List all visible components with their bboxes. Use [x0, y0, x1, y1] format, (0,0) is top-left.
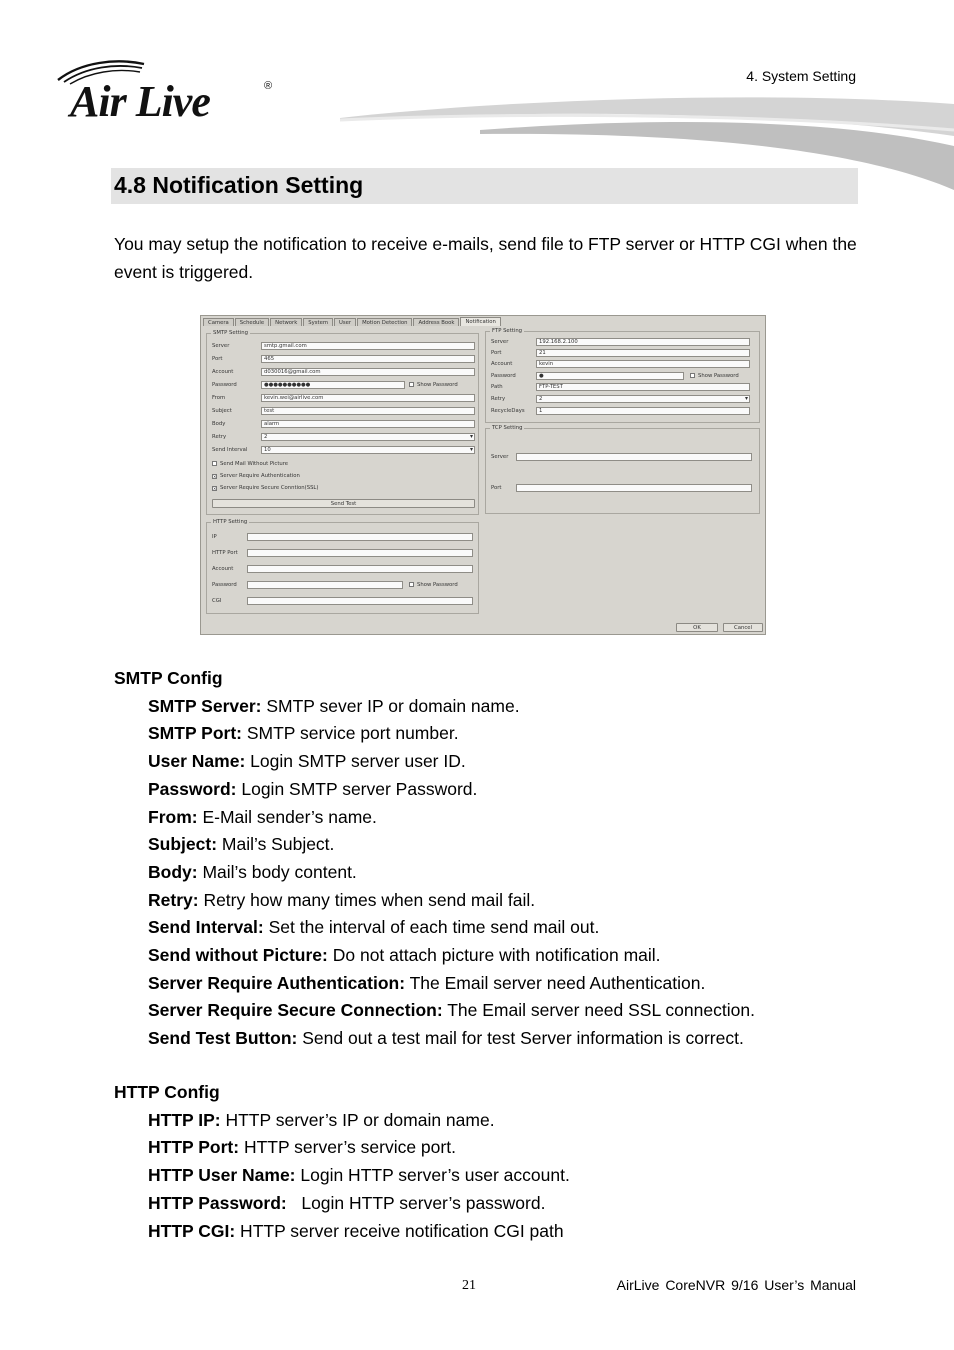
definition-item [114, 1162, 854, 1190]
ftp-retry-label: Retry [491, 396, 506, 402]
send-without-picture-checkbox[interactable] [212, 461, 288, 467]
definition-term: Password: [148, 778, 237, 799]
definition-item [114, 1218, 854, 1246]
smtp-retry-select[interactable]: 2 ▾ [261, 433, 475, 441]
smtp-from-label: From [212, 395, 226, 401]
http-ip-label: IP [212, 534, 217, 540]
definition-item [114, 693, 854, 721]
definition-desc: The Email server need SSL connection. [442, 1000, 755, 1021]
definition-term: Body: [148, 861, 198, 882]
tab-schedule[interactable]: Schedule [235, 318, 269, 326]
http-account-input[interactable] [247, 565, 473, 573]
ftp-password-label: Password [491, 373, 516, 379]
http-password-label: Password [212, 582, 237, 588]
smtp-account-input[interactable]: d030016@gmail.com [261, 368, 475, 376]
definition-item [114, 942, 854, 970]
airlive-logo [56, 58, 286, 128]
definition-term: Server Require Authentication: [148, 972, 406, 993]
smtp-server-label: Server [212, 343, 230, 349]
intro-paragraph: You may setup the notification to receive e-mails, send file to FTP server or HTTP CGI when the event is triggered. [114, 234, 857, 282]
http-show-password-checkbox[interactable] [409, 582, 458, 588]
definition-item [114, 748, 854, 776]
definition-item [114, 1025, 854, 1053]
smtp-interval-select[interactable]: 10 ▾ [261, 446, 475, 454]
definition-item [114, 720, 854, 748]
tcp-server-input[interactable] [516, 453, 752, 461]
definition-item [114, 1134, 854, 1162]
checkbox-checked-icon: ✕ [213, 474, 217, 479]
section-title-bar [111, 168, 858, 204]
ftp-port-label: Port [491, 350, 502, 356]
definition-item [114, 887, 854, 915]
definition-desc: E-Mail sender’s name. [197, 806, 377, 827]
checkbox-icon [409, 582, 414, 587]
smtp-password-input[interactable]: ●●●●●●●●●● [261, 381, 405, 389]
definition-term: Send Interval: [148, 917, 264, 938]
chapter-label: 4. System Setting [746, 68, 856, 84]
tab-system[interactable]: System [303, 318, 333, 326]
smtp-body-input[interactable]: alarm [261, 420, 475, 428]
definition-term: HTTP CGI: [148, 1220, 236, 1241]
http-port-input[interactable] [247, 549, 473, 557]
definition-term: HTTP Port: [148, 1137, 240, 1158]
ftp-account-input[interactable]: kevin [536, 360, 750, 368]
definition-term: Server Require Secure Connection: [148, 1000, 443, 1021]
smtp-account-label: Account [212, 369, 234, 375]
definition-term: SMTP Port: [148, 723, 242, 744]
require-ssl-label: Server Require Secure Conntion(SSL) [220, 485, 319, 491]
definition-item [114, 997, 854, 1025]
definition-term: HTTP IP: [148, 1109, 221, 1130]
checkbox-icon [409, 382, 414, 387]
ftp-group-title: FTP Setting [492, 328, 523, 334]
http-config-heading: HTTP Config [114, 1082, 220, 1102]
smtp-interval-label: Send Interval [212, 447, 248, 453]
ftp-port-input[interactable]: 21 [536, 349, 750, 357]
cancel-button[interactable]: Cancel [723, 623, 763, 632]
definition-item [114, 831, 854, 859]
definition-term: Send without Picture: [148, 945, 328, 966]
section-title: 4.8 Notification Setting [114, 172, 364, 198]
smtp-setting-group [206, 330, 479, 515]
notification-dialog-screenshot [200, 315, 766, 635]
logo-text: Air Live [70, 77, 210, 126]
smtp-port-label: Port [212, 356, 223, 362]
definition-desc: Retry how many times when send mail fail. [198, 889, 536, 910]
definition-term: Send Test Button: [148, 1028, 298, 1049]
definition-item [114, 914, 854, 942]
checkbox-checked-icon: ✕ [213, 486, 217, 491]
definition-desc: SMTP sever IP or domain name. [261, 695, 520, 716]
ftp-show-password-label: Show Password [698, 373, 739, 379]
definition-desc: The Email server need Authentication. [405, 972, 706, 993]
ok-button[interactable]: OK [676, 623, 718, 632]
definition-desc: Login SMTP server user ID. [245, 751, 466, 772]
smtp-show-password-checkbox[interactable] [409, 382, 458, 388]
http-cgi-label: CGI [212, 598, 222, 604]
ftp-account-label: Account [491, 361, 513, 367]
ftp-recycle-input[interactable]: 1 [536, 407, 750, 415]
tab-motion-detection[interactable]: Motion Detection [357, 318, 412, 326]
smtp-config-section [114, 665, 854, 1053]
ftp-show-password-checkbox[interactable] [690, 373, 739, 379]
smtp-subject-input[interactable]: test [261, 407, 475, 415]
ftp-server-label: Server [491, 339, 509, 345]
http-cgi-input[interactable] [247, 597, 473, 605]
definition-term: HTTP Password: [148, 1192, 287, 1213]
http-setting-group [206, 519, 479, 614]
smtp-server-input[interactable]: smtp.gmail.com [261, 342, 475, 350]
checkbox-icon [690, 373, 695, 378]
definition-term: Retry: [148, 889, 199, 910]
send-without-picture-label: Send Mail Without Picture [220, 461, 289, 467]
tcp-group-title: TCP Setting [492, 425, 523, 431]
smtp-subject-label: Subject [212, 408, 232, 414]
definition-desc: Mail’s Subject. [217, 834, 335, 855]
page-number: 21 [462, 1278, 476, 1293]
definition-desc: Login HTTP server’s password. [286, 1192, 546, 1213]
checkbox-icon [212, 461, 217, 466]
tab-bar [203, 318, 502, 327]
http-show-password-label: Show Password [417, 582, 458, 588]
smtp-body-label: Body [212, 421, 226, 427]
definition-item [114, 776, 854, 804]
ftp-setting-group [485, 328, 760, 423]
http-ip-input[interactable] [247, 533, 473, 541]
smtp-password-label: Password [212, 382, 237, 388]
smtp-group-title: SMTP Setting [213, 330, 249, 336]
tab-address-book[interactable]: Address Book [413, 318, 459, 326]
logo-registered-mark: ® [264, 80, 273, 92]
require-auth-label: Server Require Authentication [220, 473, 300, 479]
definition-term: SMTP Server: [148, 695, 262, 716]
definition-item [114, 1107, 854, 1135]
definition-item [114, 804, 854, 832]
tcp-port-label: Port [491, 485, 502, 491]
definition-desc: Login SMTP server Password. [236, 778, 478, 799]
definition-desc: Set the interval of each time send mail out. [263, 917, 600, 938]
definition-desc: Mail’s body content. [197, 861, 357, 882]
tab-user[interactable]: User [334, 318, 356, 326]
definition-term: User Name: [148, 751, 246, 772]
manual-title: AirLive CoreNVR 9/16 User’s Manual [616, 1277, 856, 1293]
definition-term: From: [148, 806, 198, 827]
definition-item [114, 859, 854, 887]
definition-desc: Do not attach picture with notification mail. [327, 945, 661, 966]
definition-desc: HTTP server’s IP or domain name. [220, 1109, 495, 1130]
definition-term: HTTP User Name: [148, 1165, 296, 1186]
tab-network[interactable]: Network [270, 318, 302, 326]
http-password-input[interactable] [247, 581, 403, 589]
smtp-port-input[interactable]: 465 [261, 355, 475, 363]
ftp-path-input[interactable]: FTP-TEST [536, 383, 750, 391]
http-config-section [114, 1079, 854, 1245]
send-test-button[interactable]: Send Test [212, 499, 475, 508]
ftp-server-input[interactable]: 192.168.2.100 [536, 338, 750, 346]
tcp-setting-group [485, 425, 760, 514]
definition-desc: Send out a test mail for test Server information is correct. [297, 1028, 744, 1049]
ftp-password-input[interactable]: ● [536, 372, 684, 380]
smtp-retry-label: Retry [212, 434, 227, 440]
http-account-label: Account [212, 566, 234, 572]
ftp-recycle-label: RecycleDays [491, 408, 525, 414]
definition-item [114, 1190, 854, 1218]
definition-desc: Login HTTP server’s user account. [295, 1165, 570, 1186]
tcp-port-input[interactable] [516, 484, 752, 492]
definition-desc: HTTP server receive notification CGI path [235, 1220, 564, 1241]
require-auth-checkbox[interactable] [212, 473, 300, 479]
ftp-retry-select[interactable]: 2 ▾ [536, 395, 750, 403]
smtp-from-input[interactable]: kevin.wei@airlive.com [261, 394, 475, 402]
ftp-path-label: Path [491, 384, 503, 390]
smtp-config-heading: SMTP Config [114, 668, 223, 688]
tab-camera[interactable]: Camera [203, 318, 234, 326]
definition-term: Subject: [148, 834, 218, 855]
tcp-server-label: Server [491, 454, 509, 460]
http-group-title: HTTP Setting [213, 519, 248, 525]
require-ssl-checkbox[interactable] [212, 485, 318, 491]
definition-desc: SMTP service port number. [242, 723, 459, 744]
definition-desc: HTTP server’s service port. [239, 1137, 456, 1158]
definition-item [114, 970, 854, 998]
smtp-show-password-label: Show Password [417, 382, 458, 388]
http-port-label: HTTP Port [212, 550, 238, 556]
tab-notification[interactable]: Notification [460, 317, 500, 326]
